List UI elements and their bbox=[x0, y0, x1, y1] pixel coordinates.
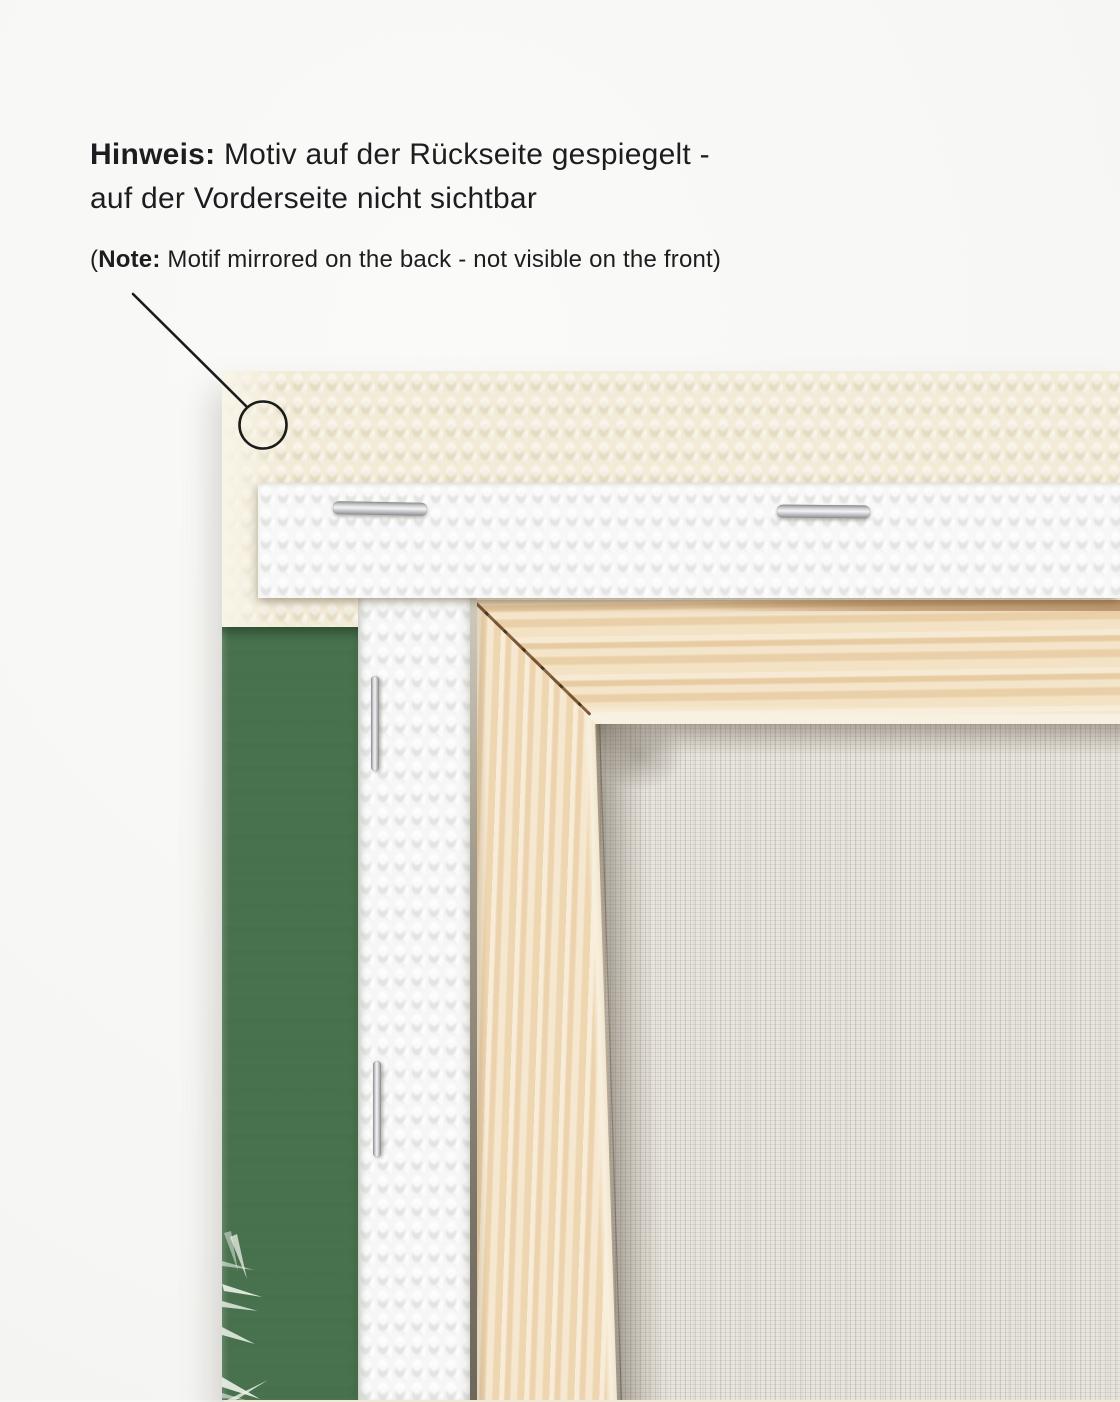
note-english-open-paren: ( bbox=[90, 246, 99, 273]
annotation-callout bbox=[70, 275, 320, 475]
motif-green-canvas-edge bbox=[222, 627, 358, 1400]
stretcher-bar-top-shadow-band bbox=[700, 600, 1120, 611]
staple-top-right bbox=[777, 505, 870, 519]
note-english-label: Note: bbox=[98, 246, 161, 273]
staple-top-left bbox=[333, 501, 427, 516]
staple-left-lower bbox=[373, 1061, 381, 1157]
frame-inner-corner-shadow bbox=[594, 720, 684, 790]
note-english-rest: Motif mirrored on the back - not visible on the front) bbox=[160, 246, 722, 273]
canvas-fold-strip-top bbox=[258, 483, 1120, 598]
note-german-line2: auf der Vorderseite nicht sichtbar bbox=[90, 182, 538, 215]
staple-left-upper bbox=[371, 676, 379, 771]
note-german-label: Hinweis: bbox=[90, 138, 216, 171]
annotation-circle bbox=[240, 402, 287, 449]
palm-leaf-motif bbox=[222, 627, 358, 1400]
annotation-line bbox=[133, 294, 247, 407]
note-text-german bbox=[90, 133, 710, 221]
note-german-line1: Motiv auf der Rückseite gespiegelt - bbox=[215, 138, 710, 171]
note-text-english bbox=[90, 245, 721, 275]
